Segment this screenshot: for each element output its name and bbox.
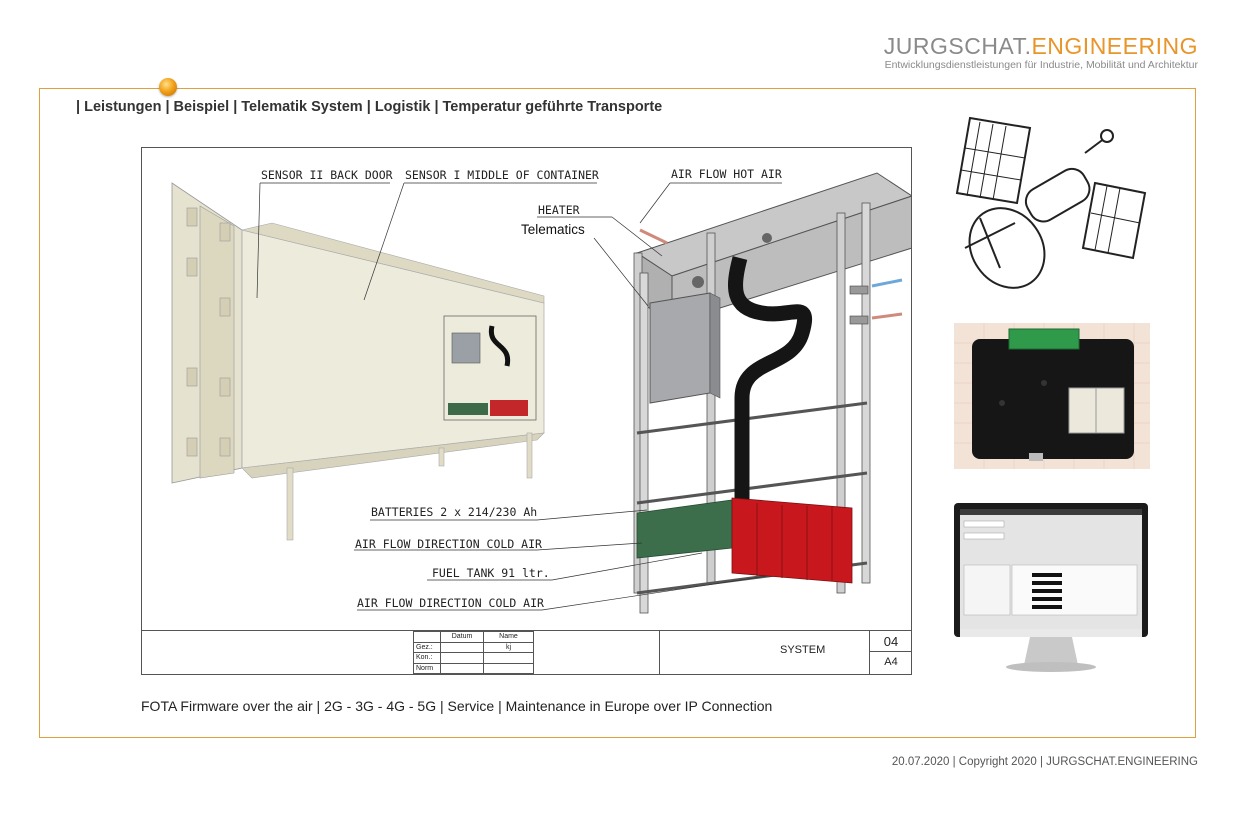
breadcrumb-item[interactable]: | Temperatur geführte Transporte: [434, 99, 663, 115]
container-illustration: [172, 183, 544, 540]
label-fuel-tank: FUEL TANK 91 ltr.: [432, 566, 550, 580]
breadcrumb-item[interactable]: | Leistungen: [76, 99, 166, 115]
breadcrumb-item[interactable]: | Telematik System: [233, 99, 367, 115]
title-block: [142, 630, 911, 675]
technical-drawing-sheet: [141, 147, 912, 675]
label-sensor-1: SENSOR I MIDDLE OF CONTAINER: [405, 168, 599, 182]
satellite-icon: [945, 108, 1155, 303]
telematics-rack-illustration: [634, 173, 911, 613]
monitor-screen: [952, 503, 1150, 675]
label-airflow-cold-1: AIR FLOW DIRECTION COLD AIR: [355, 537, 542, 551]
label-batteries: BATTERIES 2 x 214/230 Ah: [371, 505, 538, 519]
sheet-number: 04 A4: [869, 631, 912, 675]
copyright-text: 20.07.2020 | Copyright 2020 | JURGSCHAT.ENGINEERING: [891, 756, 1198, 768]
drawing-title: SYSTEM: [780, 644, 826, 656]
logo-tagline: Entwicklungsdienstleistungen für Industrie, Mobilität und Architektur: [884, 59, 1198, 71]
breadcrumb: [76, 99, 662, 115]
logo-wordmark: JURGSCHAT.ENGINEERING: [883, 33, 1198, 59]
label-airflow-cold-2: AIR FLOW DIRECTION COLD AIR: [357, 596, 544, 610]
breadcrumb-item[interactable]: | Beispiel: [165, 99, 234, 115]
title-block-table: Datum Name Gez.: kj Kon.: Norm: [413, 631, 534, 674]
label-telematics: Telematics: [521, 222, 585, 237]
label-sensor-2: SENSOR II BACK DOOR: [261, 168, 393, 182]
pcb-photo: [954, 323, 1150, 469]
fota-description: FOTA Firmware over the air | 2G - 3G - 4G - 5G | Service | Maintenance in Europe over IP Connection: [141, 698, 773, 714]
company-logo: [884, 34, 1198, 71]
title-block-system: [659, 631, 870, 675]
label-heater: HEATER: [538, 203, 580, 217]
orange-orb-icon: [159, 78, 177, 96]
label-airflow-hot: AIR FLOW HOT AIR: [671, 167, 782, 181]
breadcrumb-item[interactable]: | Logistik: [366, 99, 435, 115]
container-drawing: [142, 148, 911, 630]
